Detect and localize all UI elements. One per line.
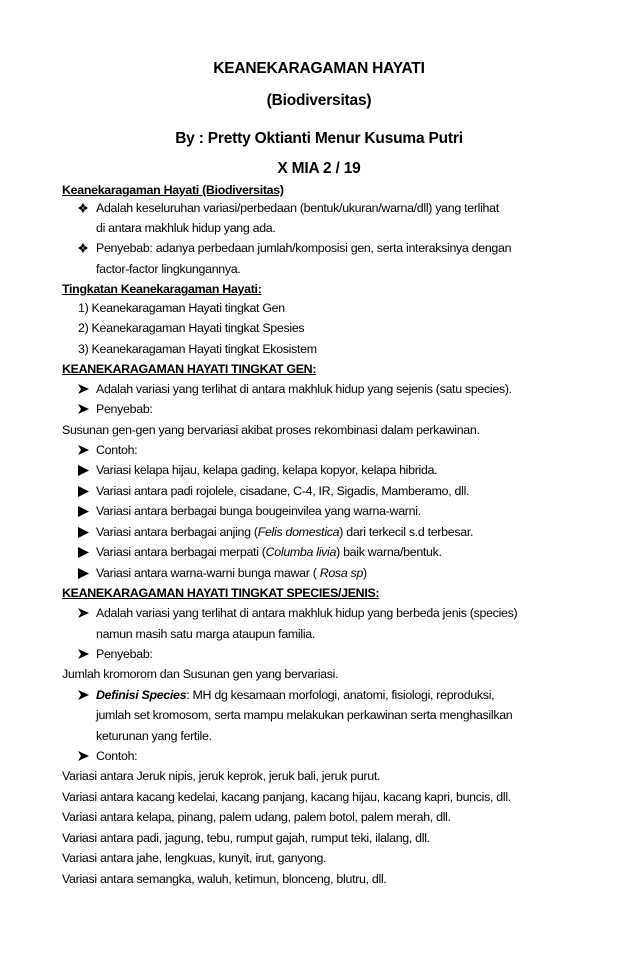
species-definition-term-cont: keturunan yang fertile. (96, 729, 212, 743)
species-cause-label: Penyebab: (96, 647, 153, 661)
intro-heading: Keanekaragaman Hayati (Biodiversitas) (62, 183, 284, 197)
document-title: KEANEKARAGAMAN HAYATI (213, 60, 425, 77)
triangle-bullet-icon (78, 564, 89, 579)
levels-heading: Tingkatan Keanekaragaman Hayati: (62, 282, 262, 296)
arrow-bullet-icon (78, 686, 89, 700)
intro-point-2: Penyebab: adanya perbedaan jumlah/komposisi gen, serta interaksinya dengan (96, 241, 512, 255)
diamond-bullet-icon (78, 199, 88, 213)
gen-example: Variasi kelapa hijau, kelapa gading, kelapa kopyor, kelapa hibrida. (96, 463, 438, 477)
species-heading: KEANEKARAGAMAN HAYATI TINGKAT SPECIES/JENIS: (62, 586, 380, 600)
species-example: Variasi antara semangka, waluh, ketimun, blonceng, blutru, dll. (62, 872, 387, 886)
species-definition: Adalah variasi yang terlihat di antara makhluk hidup yang berbeda jenis (species) (96, 606, 518, 620)
gen-example: Variasi antara berbagai anjing (Felis domestica) dari terkecil s.d terbesar. (96, 525, 474, 539)
species-example: Variasi antara kacang kedelai, kacang panjang, kacang hijau, kacang kapri, buncis, dll. (62, 790, 511, 804)
species-example-label: Contoh: (96, 749, 138, 763)
gen-cause-text: Susunan gen-gen yang bervariasi akibat proses rekombinasi dalam perkawinan. (62, 423, 480, 437)
gen-definition: Adalah variasi yang terlihat di antara makhluk hidup yang sejenis (satu species). (96, 382, 512, 396)
arrow-bullet-icon (78, 604, 89, 618)
arrow-bullet-icon (78, 380, 89, 394)
gen-heading: KEANEKARAGAMAN HAYATI TINGKAT GEN: (62, 362, 317, 376)
gen-example: Variasi antara padi rojolele, cisadane, C-4, IR, Sigadis, Mamberamo, dll. (96, 484, 470, 498)
levels-item: 3) Keanekaragaman Hayati tingkat Ekosistem (78, 342, 317, 356)
intro-point-1-cont: di antara makhluk hidup yang ada. (96, 221, 276, 235)
species-definition-term: Definisi Species: MH dg kesamaan morfologi, anatomi, fisiologi, reproduksi, (96, 688, 495, 702)
gen-cause-label: Penyebab: (96, 402, 153, 416)
document-subtitle: (Biodiversitas) (266, 92, 372, 109)
gen-example: Variasi antara berbagai bunga bougeinvilea yang warna-warni. (96, 504, 421, 518)
species-cause-text: Jumlah kromorom dan Susunan gen yang bervariasi. (62, 667, 339, 681)
species-example: Variasi antara jahe, lengkuas, kunyit, irut, ganyong. (62, 851, 327, 865)
species-example: Variasi antara Jeruk nipis, jeruk keprok, jeruk bali, jeruk purut. (62, 769, 381, 783)
class-line: X MIA 2 / 19 (277, 160, 361, 177)
arrow-bullet-icon (78, 400, 89, 414)
triangle-bullet-icon (78, 523, 89, 538)
species-example: Variasi antara kelapa, pinang, palem udang, palem botol, palem merah, dll. (62, 810, 451, 824)
author-line: By : Pretty Oktianti Menur Kusuma Putri (175, 130, 463, 147)
intro-point-1: Adalah keseluruhan variasi/perbedaan (bentuk/ukuran/warna/dll) yang terlihat (96, 201, 499, 215)
triangle-bullet-icon (78, 461, 89, 476)
intro-point-2-cont: factor-factor lingkungannya. (96, 262, 241, 276)
species-definition-term-cont: jumlah set kromosom, serta mampu melakukan perkawinan serta menghasilkan (96, 708, 513, 722)
gen-example: Variasi antara berbagai merpati (Columba livia) baik warna/bentuk. (96, 545, 442, 559)
levels-item: 1) Keanekaragaman Hayati tingkat Gen (78, 301, 285, 315)
triangle-bullet-icon (78, 543, 89, 558)
levels-item: 2) Keanekaragaman Hayati tingkat Spesies (78, 321, 305, 335)
gen-example: Variasi antara warna-warni bunga mawar ( Rosa sp) (96, 566, 367, 580)
species-example: Variasi antara padi, jagung, tebu, rumput gajah, rumput teki, ilalang, dll. (62, 831, 430, 845)
diamond-bullet-icon (78, 239, 88, 253)
arrow-bullet-icon (78, 747, 89, 761)
arrow-bullet-icon (78, 645, 89, 659)
species-definition-cont: namun masih satu marga ataupun familia. (96, 627, 316, 641)
triangle-bullet-icon (78, 502, 89, 517)
arrow-bullet-icon (78, 441, 89, 455)
triangle-bullet-icon (78, 482, 89, 497)
gen-example-label: Contoh: (96, 443, 138, 457)
